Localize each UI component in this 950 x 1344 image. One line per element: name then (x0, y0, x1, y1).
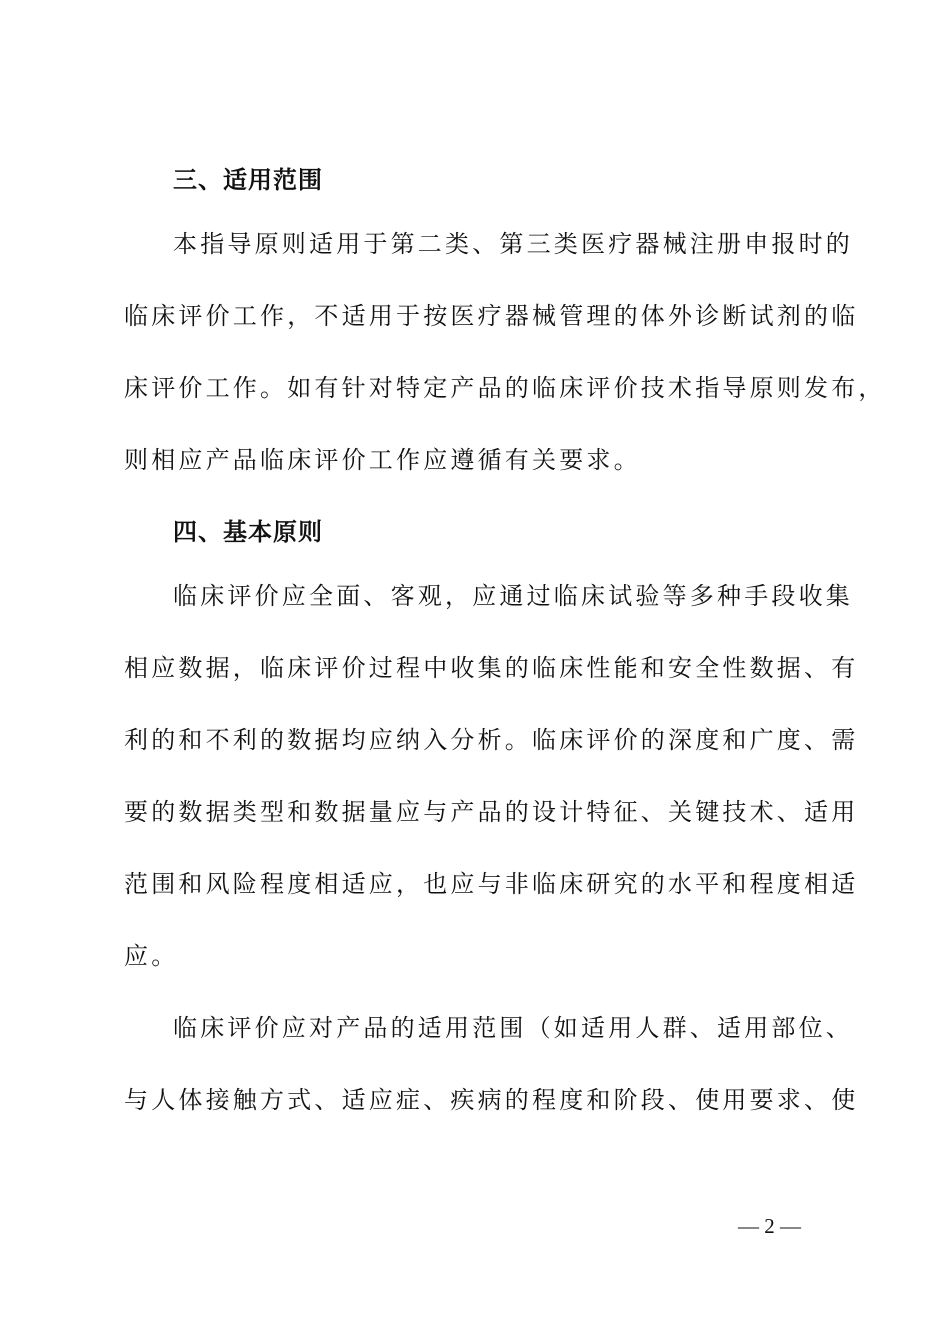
section-heading-scope: 三、适用范围 (173, 166, 323, 194)
paragraph-line: 范围和风险程度相适应，也应与非临床研究的水平和程度相适 (124, 870, 859, 898)
paragraph-line: 本指导原则适用于第二类、第三类医疗器械注册申报时的 (173, 230, 853, 258)
page-number: — 2 — (738, 1214, 801, 1238)
paragraph-line: 利的和不利的数据均应纳入分析。临床评价的深度和广度、需 (124, 726, 859, 754)
paragraph-line: 临床评价应对产品的适用范围（如适用人群、适用部位、 (173, 1014, 853, 1042)
paragraph-line: 临床评价应全面、客观，应通过临床试验等多种手段收集 (173, 582, 853, 610)
paragraph-line: 则相应产品临床评价工作应遵循有关要求。 (124, 446, 641, 474)
paragraph-line: 与人体接触方式、适应症、疾病的程度和阶段、使用要求、使 (124, 1086, 859, 1114)
paragraph-line: 应。 (124, 942, 179, 970)
paragraph-line: 床评价工作。如有针对特定产品的临床评价技术指导原则发布， (124, 374, 886, 402)
paragraph-line: 相应数据，临床评价过程中收集的临床性能和安全性数据、有 (124, 654, 859, 682)
paragraph-line: 要的数据类型和数据量应与产品的设计特征、关键技术、适用 (124, 798, 859, 826)
section-heading-principles: 四、基本原则 (173, 518, 323, 546)
paragraph-line: 临床评价工作，不适用于按医疗器械管理的体外诊断试剂的临 (124, 302, 859, 330)
